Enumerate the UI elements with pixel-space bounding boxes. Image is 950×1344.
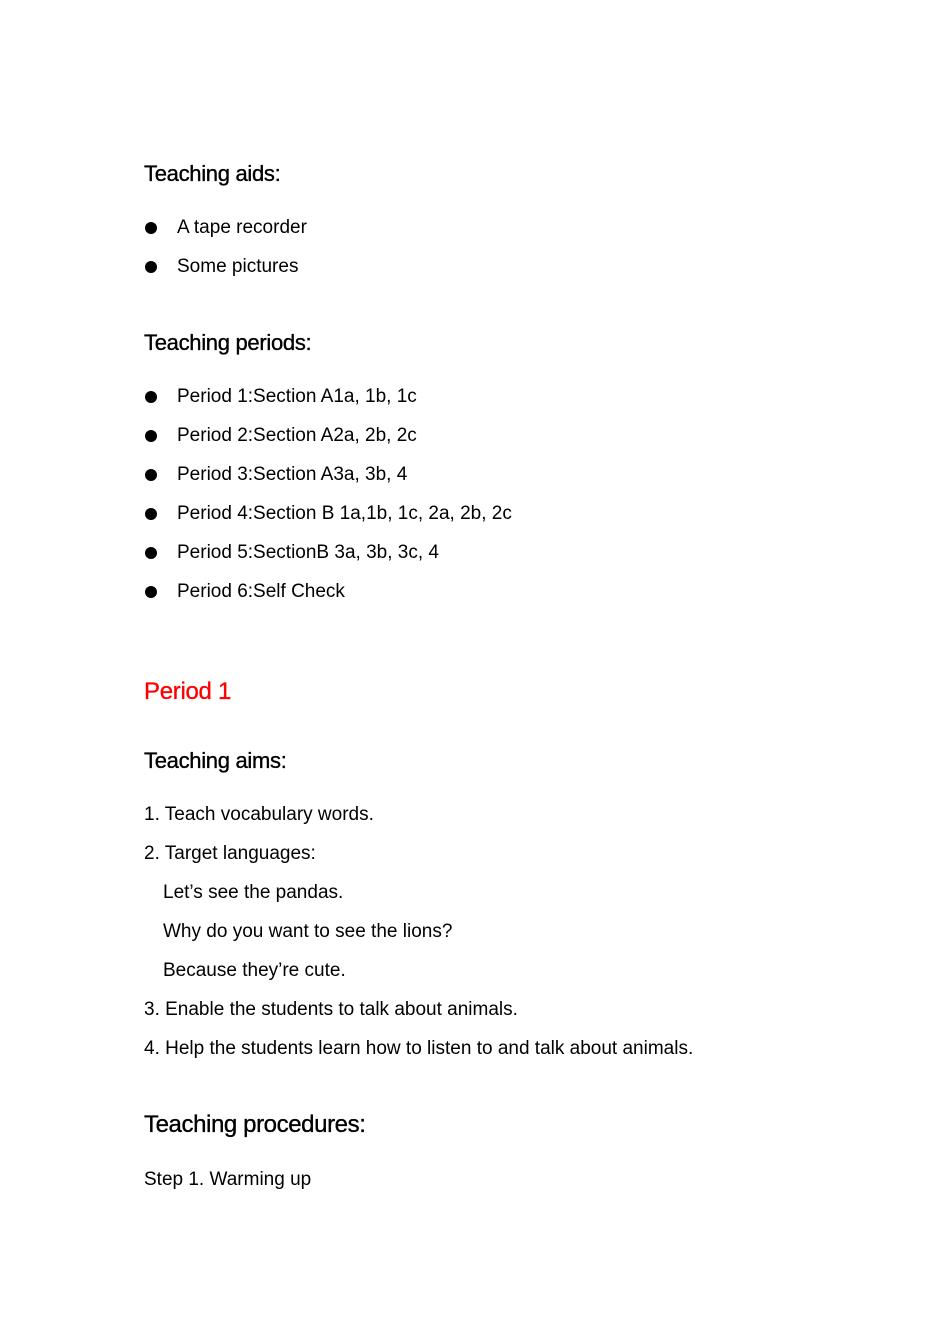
bullet-icon bbox=[145, 469, 157, 481]
aim-line: 4. Help the students learn how to listen to and talk about animals. bbox=[144, 1038, 694, 1059]
list-item-text: Period 1:Section A1a, 1b, 1c bbox=[177, 386, 417, 407]
list-item bbox=[145, 502, 512, 526]
list-item-text: Period 2:Section A2a, 2b, 2c bbox=[177, 425, 417, 446]
aim-line: 2. Target languages: bbox=[144, 843, 316, 864]
bullet-icon bbox=[145, 547, 157, 559]
aim-example-line: Because they’re cute. bbox=[163, 960, 346, 981]
list-item bbox=[145, 216, 307, 240]
step-line: Step 1. Warming up bbox=[144, 1169, 312, 1190]
list-item-text: Period 3:Section A3a, 3b, 4 bbox=[177, 464, 408, 485]
list-item bbox=[145, 424, 417, 448]
teaching-procedures-heading: Teaching procedures: bbox=[144, 1111, 366, 1138]
list-item-text: Some pictures bbox=[177, 256, 299, 277]
bullet-icon bbox=[145, 261, 157, 273]
period-1-title: Period 1 bbox=[144, 678, 231, 705]
list-item-text: Period 4:Section B 1a,1b, 1c, 2a, 2b, 2c bbox=[177, 503, 512, 524]
bullet-icon bbox=[145, 586, 157, 598]
bullet-icon bbox=[145, 391, 157, 403]
aim-line: 1. Teach vocabulary words. bbox=[144, 804, 374, 825]
aim-example-line: Let’s see the pandas. bbox=[163, 882, 344, 903]
teaching-aids-heading: Teaching aids: bbox=[144, 161, 281, 186]
list-item-text: A tape recorder bbox=[177, 217, 307, 238]
list-item bbox=[145, 385, 417, 409]
bullet-icon bbox=[145, 508, 157, 520]
bullet-icon bbox=[145, 222, 157, 234]
bullet-icon bbox=[145, 430, 157, 442]
list-item bbox=[145, 541, 439, 565]
list-item bbox=[145, 463, 408, 487]
aim-example-line: Why do you want to see the lions? bbox=[163, 921, 453, 942]
list-item bbox=[145, 580, 345, 604]
list-item bbox=[145, 255, 299, 279]
teaching-periods-heading: Teaching periods: bbox=[144, 330, 312, 355]
aim-line: 3. Enable the students to talk about animals. bbox=[144, 999, 518, 1020]
teaching-aims-heading: Teaching aims: bbox=[144, 748, 287, 773]
list-item-text: Period 6:Self Check bbox=[177, 581, 345, 602]
list-item-text: Period 5:SectionB 3a, 3b, 3c, 4 bbox=[177, 542, 439, 563]
